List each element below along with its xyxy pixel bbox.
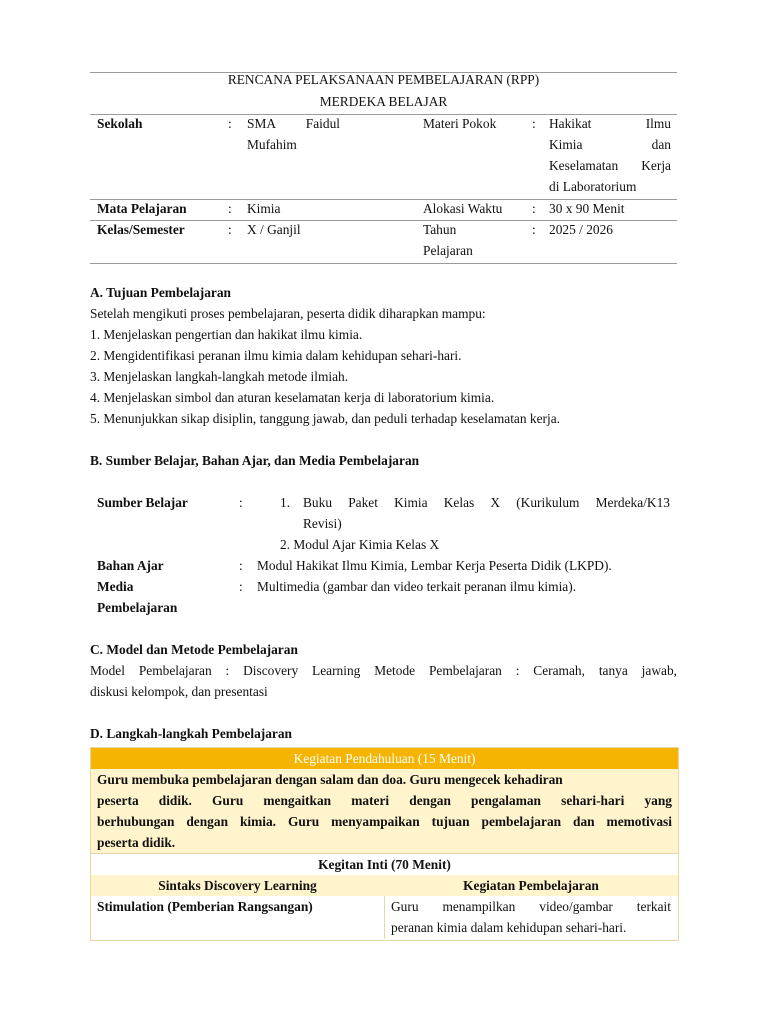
section-a-intro: Setelah mengikuti proses pembelajaran, peserta didik diharapkan mampu:	[90, 306, 486, 321]
value-sekolah-line1: SMA Faidul	[247, 116, 340, 131]
value-materi-line4: di Laboratorium	[549, 179, 637, 194]
inti-header: Kegitan Inti (70 Menit)	[318, 857, 451, 872]
section-d-heading: D. Langkah-langkah Pembelajaran	[90, 726, 293, 741]
colon: :	[239, 558, 243, 573]
section-c-line1: Model Pembelajaran : Discovery Learning Metode Pembelajaran : Ceramah, tanya jawab,	[90, 663, 677, 678]
label-alokasi-waktu: Alokasi Waktu	[423, 201, 503, 216]
objective-item: 4. Menjelaskan simbol dan aturan keselamatan kerja di laboratorium kimia.	[90, 390, 495, 405]
section-c-line2: diskusi kelompok, dan presentasi	[90, 684, 268, 699]
value-tahun-pelajaran: 2025 / 2026	[549, 222, 613, 237]
label-sekolah: Sekolah	[97, 116, 143, 131]
colon: :	[239, 495, 243, 510]
section-b-heading: B. Sumber Belajar, Bahan Ajar, dan Media Pembelajaran	[90, 453, 420, 468]
pendahuluan-body	[91, 769, 678, 853]
label-tahun-pelajaran-l2: Pelajaran	[423, 243, 473, 258]
value-alokasi-waktu: 30 x 90 Menit	[549, 201, 625, 216]
objective-item: 5. Menunjukkan sikap disiplin, tanggung jawab, dan peduli terhadap keselamatan kerja.	[90, 411, 561, 426]
sumber-item2: 2. Modul Ajar Kimia Kelas X	[280, 537, 440, 552]
col-header-sintaks: Sintaks Discovery Learning	[158, 878, 317, 893]
label-kelas-semester: Kelas/Semester	[97, 222, 185, 237]
value-kelas-semester: X / Ganjil	[247, 222, 301, 237]
pendahuluan-header: Kegiatan Pendahuluan (15 Menit)	[293, 751, 476, 766]
label-tahun-pelajaran-l1: Tahun	[423, 222, 457, 237]
value-materi-line2: Kimia dan	[549, 137, 671, 152]
value-mata-pelajaran: Kimia	[247, 201, 281, 216]
objective-item: 2. Mengidentifikasi peranan ilmu kimia dalam kehidupan sehari-hari.	[90, 348, 462, 363]
learning-steps-table	[90, 747, 679, 941]
colon: :	[532, 222, 536, 237]
inti-columns-row	[91, 875, 678, 896]
sumber-item1-number: 1.	[280, 495, 291, 510]
pendahuluan-line: peserta didik.	[97, 835, 176, 850]
column-divider	[384, 896, 385, 939]
value-sekolah-line2: Mufahim	[247, 137, 297, 152]
label-media-l2: Pembelajaran	[97, 600, 178, 615]
colon: :	[228, 116, 232, 131]
label-mata-pelajaran: Mata Pelajaran	[97, 201, 187, 216]
section-c-heading: C. Model dan Metode Pembelajaran	[90, 642, 298, 657]
pendahuluan-header-row	[91, 748, 678, 769]
value-materi-line1: Hakikat Ilmu	[549, 116, 671, 131]
label-materi-pokok: Materi Pokok	[423, 116, 497, 131]
objective-item: 3. Menjelaskan langkah-langkah metode ilmiah.	[90, 369, 349, 384]
value-bahan-ajar: Modul Hakikat Ilmu Kimia, Lembar Kerja Peserta Didik (LKPD).	[257, 558, 612, 573]
col-header-kegiatan: Kegiatan Pembelajaran	[463, 878, 599, 893]
section-a-heading: A. Tujuan Pembelajaran	[90, 285, 231, 300]
label-bahan-ajar: Bahan Ajar	[97, 558, 164, 573]
value-materi-line3: Keselamatan Kerja	[549, 158, 671, 173]
row-kegiatan-stimulation-l2: peranan kimia dalam kehidupan sehari-hari.	[391, 920, 627, 935]
label-media-l1: Media	[97, 579, 134, 594]
row-sintaks-stimulation: Stimulation (Pemberian Rangsangan)	[97, 899, 313, 914]
colon: :	[239, 579, 243, 594]
colon: :	[532, 116, 536, 131]
inti-header-row	[91, 853, 678, 876]
colon: :	[532, 201, 536, 216]
inti-row-stimulation	[91, 896, 678, 939]
colon: :	[228, 201, 232, 216]
sumber-item1-line1: Buku Paket Kimia Kelas X (Kurikulum Merdeka/K13	[303, 495, 670, 510]
label-sumber-belajar: Sumber Belajar	[97, 495, 188, 510]
row-kegiatan-stimulation-l1: Guru menampilkan video/gambar terkait	[391, 899, 671, 914]
pendahuluan-line: berhubungan dengan kimia. Guru menyampaikan tujuan pembelajaran dan memotivasi	[97, 814, 672, 829]
value-media: Multimedia (gambar dan video terkait peranan ilmu kimia).	[257, 579, 577, 594]
sumber-item1-line2: Revisi)	[303, 516, 342, 531]
pendahuluan-line: peserta didik. Guru mengaitkan materi dengan pengalaman sehari-hari yang	[97, 793, 672, 808]
colon: :	[228, 222, 232, 237]
bottom-rule	[90, 263, 677, 264]
doc-title: RENCANA PELAKSANAAN PEMBELAJARAN (RPP)	[227, 72, 540, 87]
pendahuluan-line: Guru membuka pembelajaran dengan salam dan doa. Guru mengecek kehadiran	[97, 772, 563, 787]
objective-item: 1. Menjelaskan pengertian dan hakikat ilmu kimia.	[90, 327, 363, 342]
doc-subtitle: MERDEKA BELAJAR	[319, 94, 448, 109]
